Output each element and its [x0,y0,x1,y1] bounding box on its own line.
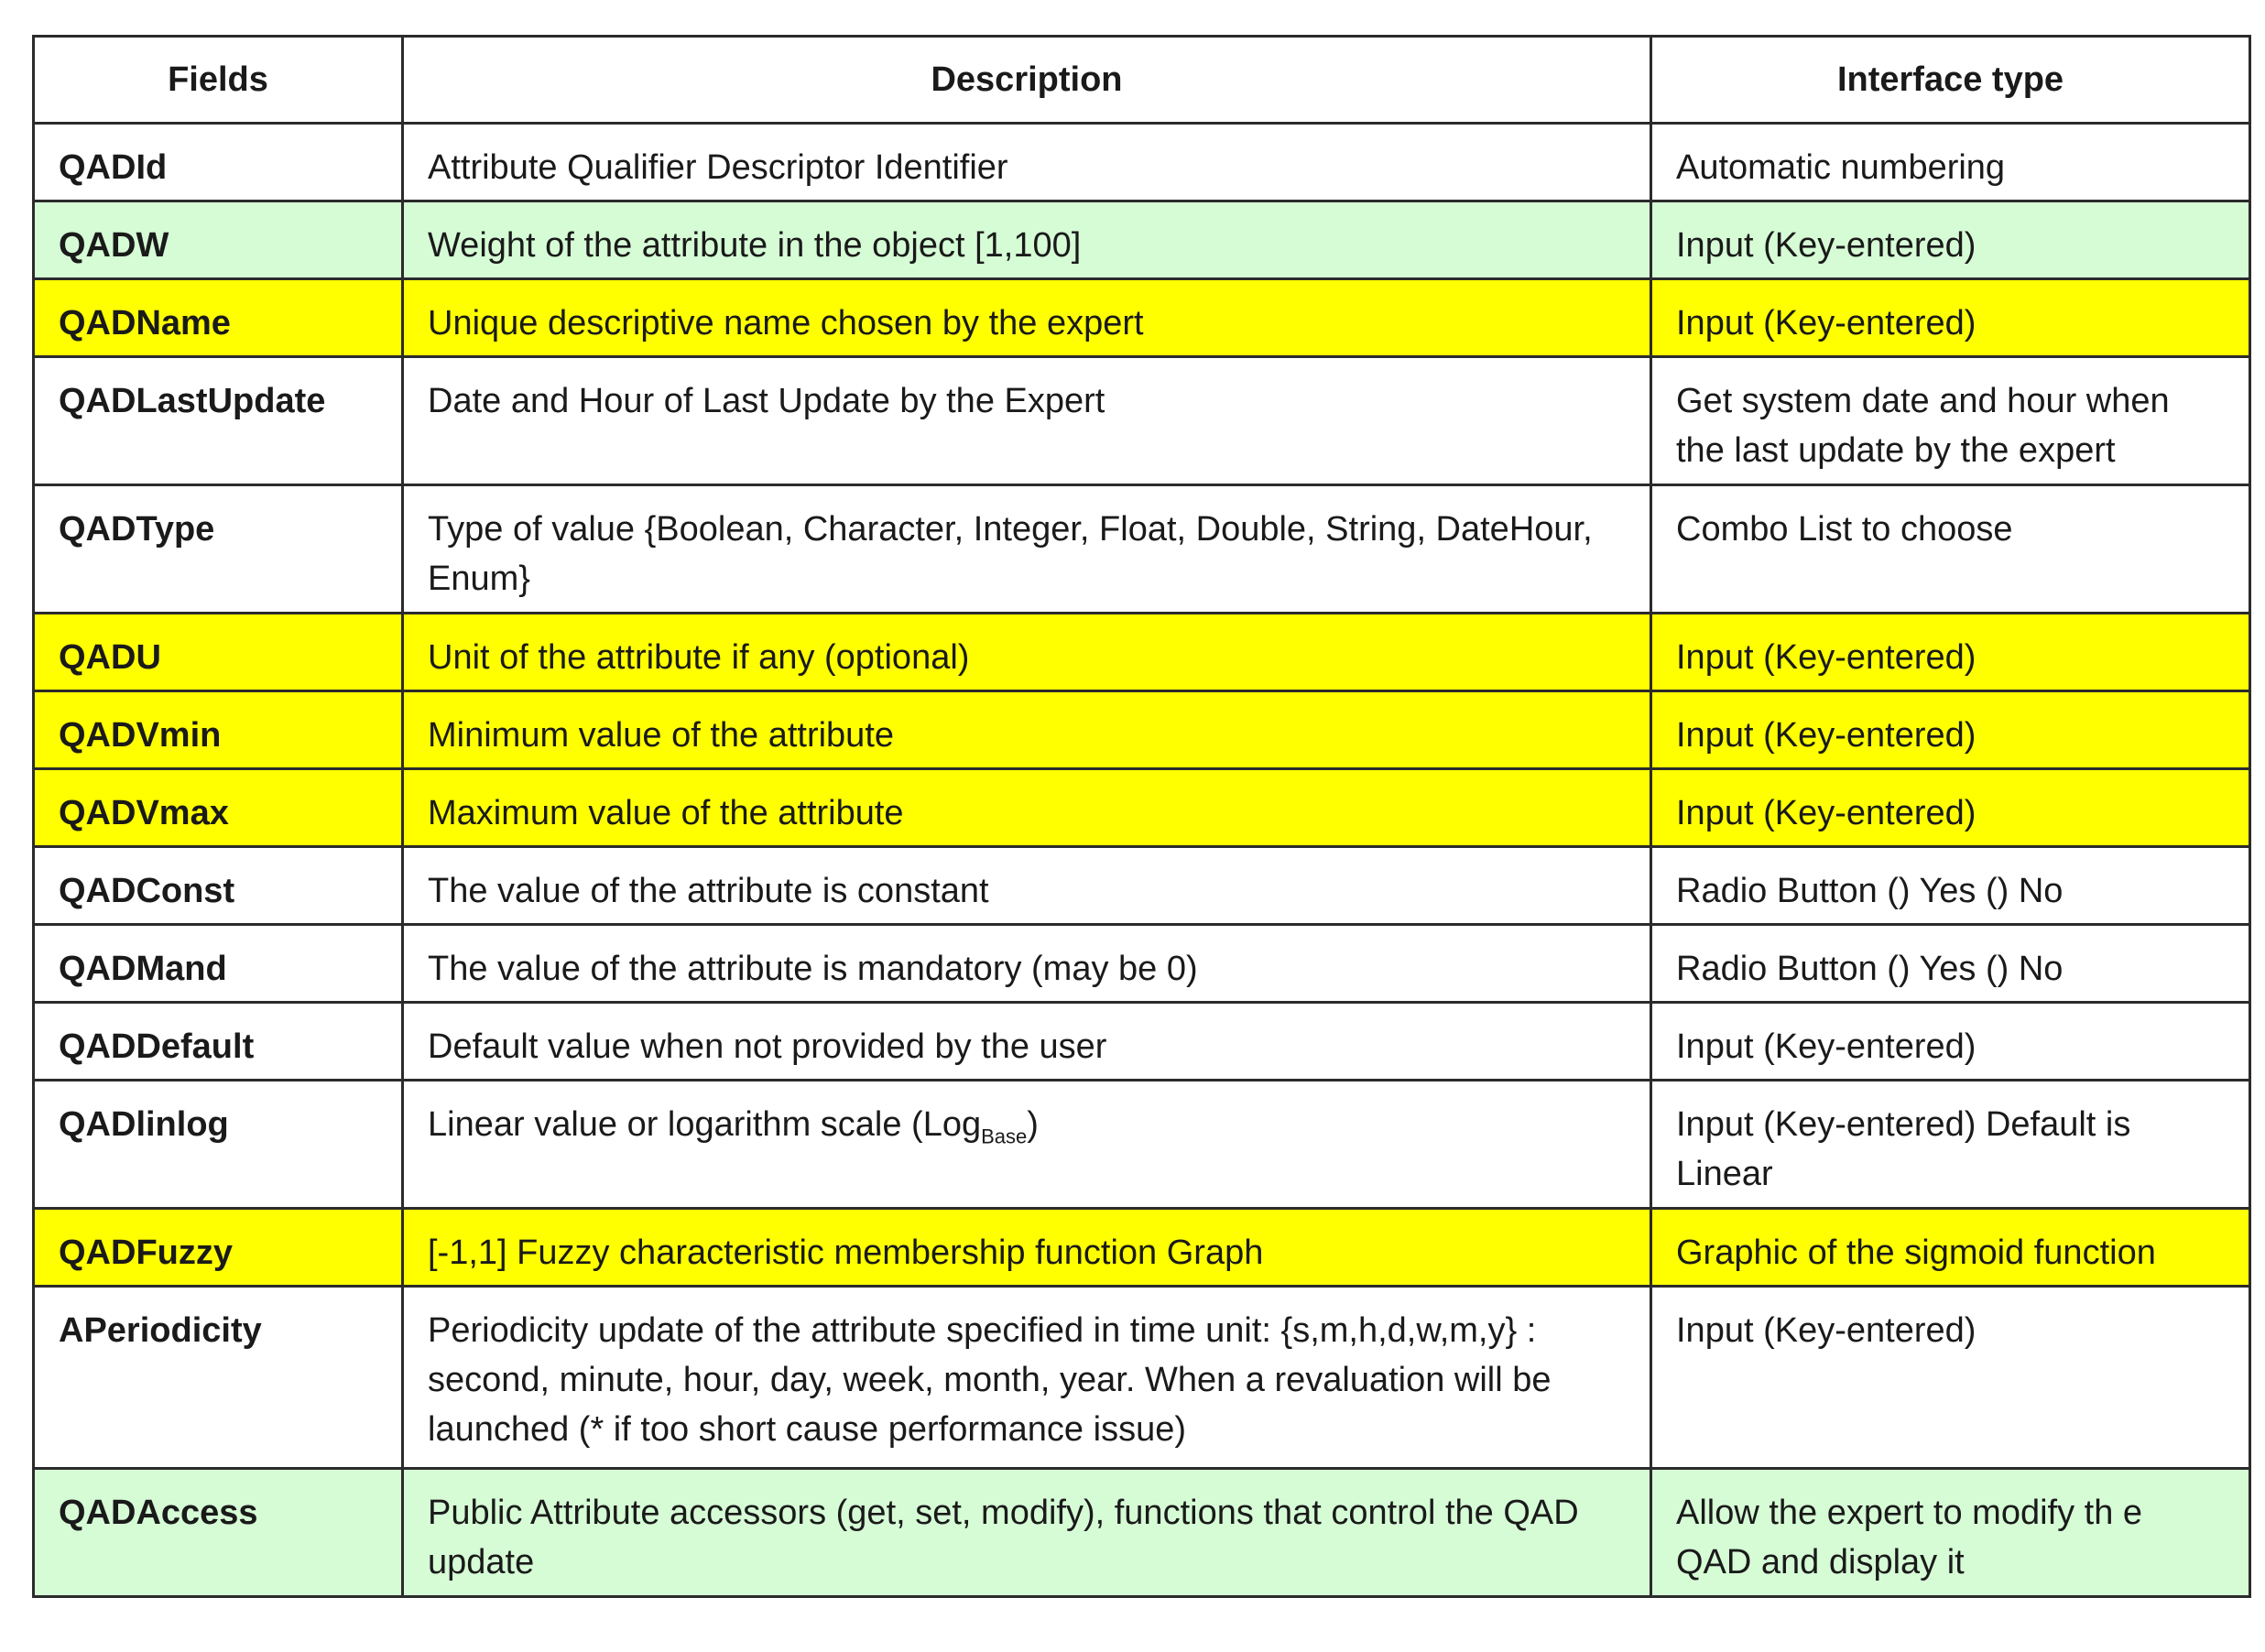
table-header-row [34,37,2250,124]
field-interface-type: Input (Key-entered) [1651,279,2250,357]
field-interface-type: Radio Button () Yes () No [1651,847,2250,925]
field-name: QADName [34,279,403,357]
description-text: Linear value or logarithm scale (Log [428,1105,982,1144]
field-interface-type: Input (Key-entered) [1651,614,2250,691]
field-description [403,1081,1651,1209]
field-interface-type: Get system date and hour when the last update by the expert [1651,357,2250,485]
field-description: Unique descriptive name chosen by the expert [403,279,1651,357]
field-description: Date and Hour of Last Update by the Expert [403,357,1651,485]
table-row [34,614,2250,691]
field-description: Minimum value of the attribute [403,691,1651,769]
field-interface-type: Input (Key-entered) Default is Linear [1651,1081,2250,1209]
table-row [34,279,2250,357]
qad-fields-table-wrapper [32,35,2249,1598]
field-description: Public Attribute accessors (get, set, modify), functions that control the QAD update [403,1469,1651,1597]
field-name: QADlinlog [34,1081,403,1209]
table-row [34,357,2250,485]
field-name: QADLastUpdate [34,357,403,485]
table-row [34,1003,2250,1081]
field-description: Default value when not provided by the user [403,1003,1651,1081]
header-fields: Fields [34,37,403,124]
field-interface-type: Input (Key-entered) [1651,691,2250,769]
field-interface-type: Input (Key-entered) [1651,769,2250,847]
table-row [34,847,2250,925]
table-row [34,1209,2250,1287]
table-row [34,124,2250,201]
table-row [34,201,2250,279]
field-name: QADVmax [34,769,403,847]
field-description: The value of the attribute is mandatory (may be 0) [403,925,1651,1003]
field-interface-type: Radio Button () Yes () No [1651,925,2250,1003]
field-interface-type: Input (Key-entered) [1651,201,2250,279]
field-description: Maximum value of the attribute [403,769,1651,847]
field-name: QADU [34,614,403,691]
field-description: Weight of the attribute in the object [1,100] [403,201,1651,279]
table-row [34,925,2250,1003]
field-name: QADFuzzy [34,1209,403,1287]
field-description: The value of the attribute is constant [403,847,1651,925]
table-row [34,769,2250,847]
field-description: [-1,1] Fuzzy characteristic membership function Graph [403,1209,1651,1287]
description-tail: ) [1027,1105,1039,1144]
field-description: Type of value {Boolean, Character, Integer, Float, Double, String, DateHour, Enum} [403,485,1651,614]
field-name: QADVmin [34,691,403,769]
field-description: Unit of the attribute if any (optional) [403,614,1651,691]
field-description: Periodicity update of the attribute specified in time unit: {s,m,h,d,w,m,y} : second, minute, hour, day, week, month, year. When a revaluation will be launched (* if too short cause performance issue) [403,1287,1651,1469]
field-interface-type: Graphic of the sigmoid function [1651,1209,2250,1287]
header-interface-type: Interface type [1651,37,2250,124]
table-row [34,1081,2250,1209]
field-name: QADType [34,485,403,614]
field-name: QADMand [34,925,403,1003]
field-interface-type: Input (Key-entered) [1651,1003,2250,1081]
table-row [34,1287,2250,1469]
field-interface-type: Input (Key-entered) [1651,1287,2250,1469]
table-row [34,1469,2250,1597]
field-name: QADId [34,124,403,201]
qad-fields-table [32,35,2251,1598]
field-interface-type: Combo List to choose [1651,485,2250,614]
field-description: Attribute Qualifier Descriptor Identifier [403,124,1651,201]
table-row [34,485,2250,614]
field-name: QADW [34,201,403,279]
header-description: Description [403,37,1651,124]
field-interface-type: Allow the expert to modify th e QAD and display it [1651,1469,2250,1597]
field-interface-type: Automatic numbering [1651,124,2250,201]
field-name: QADDefault [34,1003,403,1081]
field-name: QADConst [34,847,403,925]
field-name: APeriodicity [34,1287,403,1469]
field-name: QADAccess [34,1469,403,1597]
log-base-subscript: Base [981,1125,1028,1148]
table-row [34,691,2250,769]
